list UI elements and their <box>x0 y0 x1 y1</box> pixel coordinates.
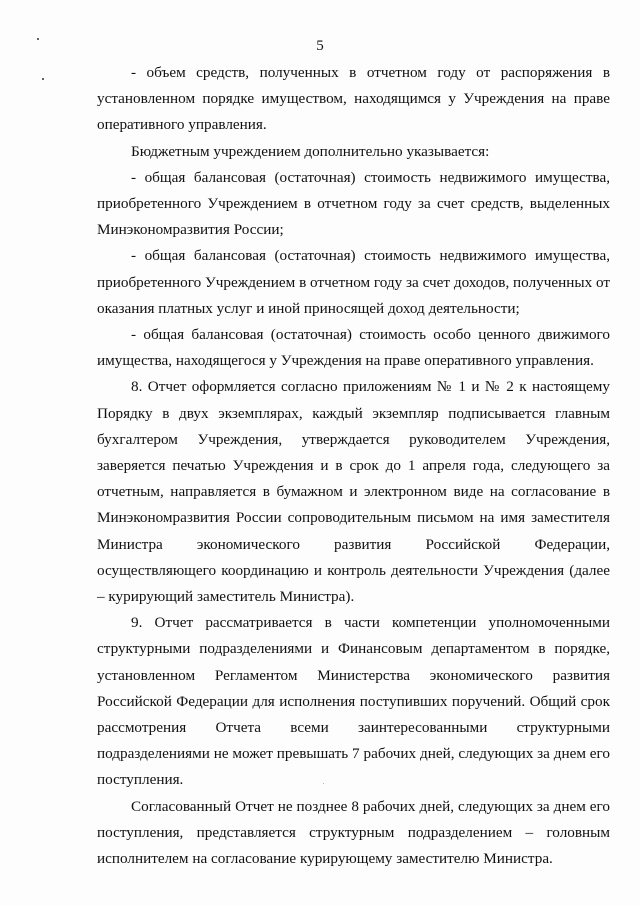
paragraph-movable-property: - общая балансовая (остаточная) стоимость особо ценного движимого имущества, находящегося у Учреждения на праве оперативного управления. <box>97 326 610 370</box>
paragraph-budget-institution-intro: Бюджетным учреждением дополнительно указывается: <box>131 142 490 160</box>
paragraph-real-estate-paid-services: - общая балансовая (остаточная) стоимость недвижимого имущества, приобретенного Учреждением в отчетном году за счет доходов, полученных от оказания платных услуг и иной приносящей доход деятельности; <box>97 247 610 317</box>
paragraph-item-9: 9. Отчет рассматривается в части компетенции уполномоченными структурными подразделениями и Финансовым департаментом в порядке, установленном Регламентом Министерства экономического развития Российской Федерации для исполнения поступивших поручений. Общий срок рассмотрения Отчета всеми заинтересованными структурными подразделениями не может превышать 7 рабочих дней, следующих за днем его поступления. <box>97 614 610 789</box>
document-body <box>97 60 610 872</box>
paragraph-approved-report: Согласованный Отчет не позднее 8 рабочих дней, следующих за днем его поступления, представляется структурным подразделением – головным исполнителем на согласование курирующему заместителю Министра. <box>97 797 610 868</box>
paragraph-item-8: 8. Отчет оформляется согласно приложениям № 1 и № 2 к настоящему Порядку в двух экземплярах, каждый экземпляр подписывается главным бухгалтером Учреждения, утверждается руководителем Учреждения, заверяется печатью Учреждения и в срок до 1 апреля года, следующего за отчетным, направляется в бумажном и электронном виде на согласование в Минэкономразвития России сопроводительным письмом на имя заместителя Министра экономического развития Российской Федерации, осуществляющего координацию и контроль деятельности Учреждения (далее – курирующий заместитель Министра). <box>97 378 610 606</box>
paragraph-property-funds: - объем средств, полученных в отчетном году от распоряжения в установленном порядке имуществом, находящимся у Учреждения на праве оперативного управления. <box>97 64 610 134</box>
page-number: 5 <box>316 38 324 54</box>
scan-speck <box>42 78 44 80</box>
paragraph-real-estate-ministry-funds: - общая балансовая (остаточная) стоимость недвижимого имущества, приобретенного Учреждением в отчетном году за счет средств, выделенных Минэкономразвития России; <box>97 168 610 239</box>
